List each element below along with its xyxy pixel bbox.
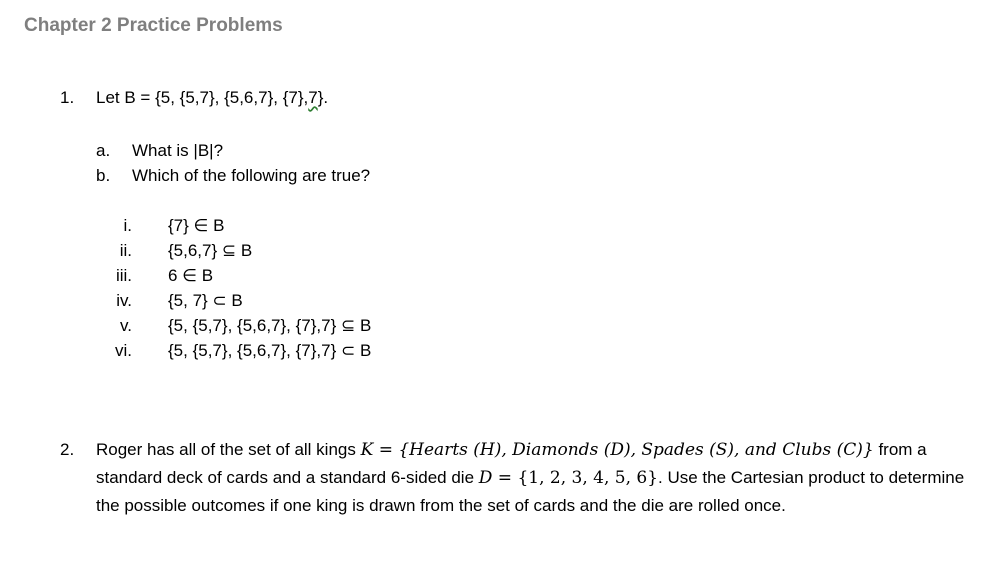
problem-2-text-part: . Use the Cartesian product to determine the possible outcomes if one king is drawn from the set of cards and the die are rolled once. [96, 468, 965, 515]
item-label: ii. [119, 241, 132, 260]
item-text: {5, 7} ⊂ B [168, 291, 243, 310]
item-label: i. [123, 216, 132, 235]
item-text: {5, {5,7}, {5,6,7}, {7},7} ⊆ B [168, 316, 372, 335]
item-text: {5, {5,7}, {5,6,7}, {7},7} ⊂ B [168, 341, 372, 360]
problem-2-text-part: from a standard deck of cards and a standard 6-sided die [96, 440, 927, 487]
item-label: iv. [116, 291, 132, 310]
problem-1-stem-suffix: }. [317, 88, 329, 107]
item-label: v. [120, 316, 132, 335]
problem-1-set-definition [96, 88, 328, 108]
math-set-die: {1, 2, 3, 4, 5, 6} [517, 468, 659, 488]
math-var-d: D [478, 468, 493, 488]
item-label: vi. [115, 341, 132, 360]
item-label: iii. [115, 266, 132, 285]
problem-1-stem-prefix: Let B = {5, {5,7}, {5,6,7}, {7}, [96, 88, 309, 107]
part-b-label: b. [96, 166, 111, 185]
problem-2-text [96, 436, 976, 520]
item-text: {5,6,7} ⊆ B [168, 241, 253, 260]
part-b-text: Which of the following are true? [132, 166, 371, 185]
math-set-kings: {Hearts (H), Diamonds (D), Spades (S), and Clubs (C)} [398, 440, 874, 460]
problem-1-number: 1. [60, 88, 75, 107]
part-a-text: What is |B|? [132, 141, 224, 160]
part-a-label: a. [96, 141, 111, 160]
math-equals: = [492, 468, 518, 488]
math-equals: = [373, 440, 399, 460]
item-text: {7} ∈ B [168, 216, 225, 235]
spellcheck-squiggle: 7 [308, 88, 318, 107]
page-title: Chapter 2 Practice Problems [24, 15, 283, 36]
item-text: 6 ∈ B [168, 266, 214, 285]
math-var-k: K [360, 440, 374, 460]
problem-2-number: 2. [60, 440, 75, 459]
problem-2-text-part: Roger has all of the set of all kings [96, 440, 361, 459]
